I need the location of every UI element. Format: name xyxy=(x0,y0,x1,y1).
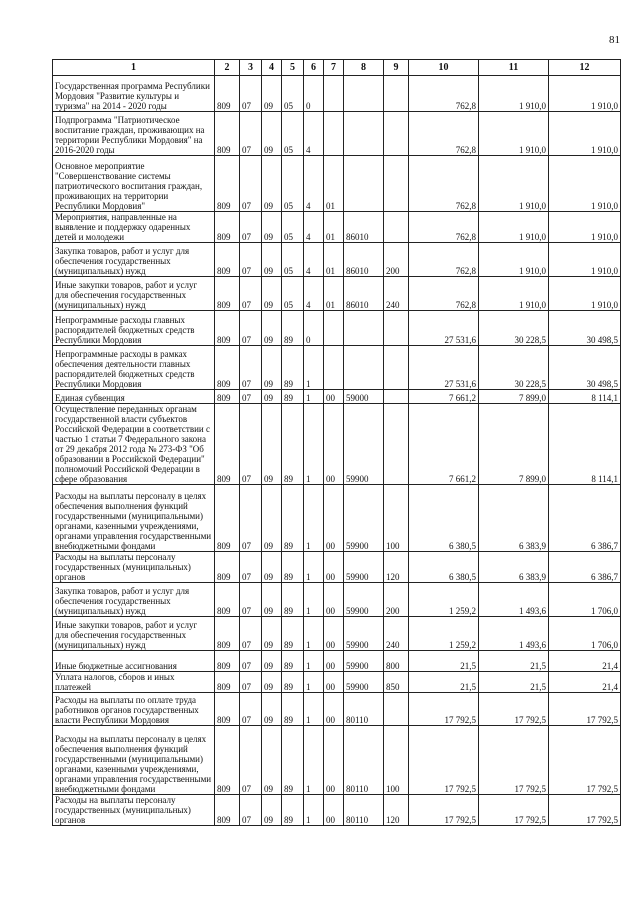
row-value-cell: 09 xyxy=(262,112,282,156)
row-value-cell xyxy=(384,112,409,156)
row-value-cell: 4 xyxy=(304,212,324,243)
row-value-cell: 809 xyxy=(215,243,240,277)
column-header: 6 xyxy=(304,60,324,76)
row-value-cell: 07 xyxy=(240,243,262,277)
table-row xyxy=(53,112,621,156)
row-value-cell: 809 xyxy=(215,346,240,390)
row-value-cell: 05 xyxy=(282,277,304,311)
row-value-cell: 07 xyxy=(240,311,262,346)
row-value-cell: 86010 xyxy=(344,277,384,311)
row-value-cell: 809 xyxy=(215,485,240,552)
row-value-cell: 09 xyxy=(262,404,282,485)
row-value-cell: 240 xyxy=(384,617,409,651)
row-value-cell xyxy=(384,156,409,212)
row-value-cell: 762,8 xyxy=(409,156,479,212)
row-value-cell: 07 xyxy=(240,112,262,156)
row-value-cell: 05 xyxy=(282,112,304,156)
row-value-cell: 89 xyxy=(282,552,304,583)
row-value-cell: 1 910,0 xyxy=(549,112,621,156)
table-row xyxy=(53,693,621,726)
row-value-cell: 6 380,5 xyxy=(409,552,479,583)
row-value-cell: 1 xyxy=(304,552,324,583)
table-row xyxy=(53,726,621,795)
row-value-cell: 07 xyxy=(240,795,262,826)
row-value-cell: 07 xyxy=(240,346,262,390)
row-value-cell: 21,4 xyxy=(549,672,621,693)
row-value-cell: 1 910,0 xyxy=(549,212,621,243)
row-value-cell: 1 xyxy=(304,390,324,404)
column-header: 12 xyxy=(549,60,621,76)
table-row xyxy=(53,390,621,404)
row-value-cell: 1 910,0 xyxy=(479,277,549,311)
row-value-cell xyxy=(384,212,409,243)
row-value-cell xyxy=(344,346,384,390)
row-value-cell xyxy=(344,311,384,346)
table-row xyxy=(53,212,621,243)
row-value-cell: 89 xyxy=(282,795,304,826)
row-value-cell: 6 386,7 xyxy=(549,552,621,583)
row-value-cell xyxy=(384,346,409,390)
row-value-cell: 07 xyxy=(240,404,262,485)
row-value-cell: 809 xyxy=(215,693,240,726)
row-value-cell: 21,4 xyxy=(549,651,621,672)
table-row xyxy=(53,651,621,672)
row-value-cell: 6 386,7 xyxy=(549,485,621,552)
row-value-cell: 4 xyxy=(304,243,324,277)
row-value-cell: 17 792,5 xyxy=(409,726,479,795)
row-value-cell: 05 xyxy=(282,156,304,212)
row-value-cell: 1 910,0 xyxy=(479,212,549,243)
row-name-cell: Иные закупки товаров, работ и услуг для обеспечения государственных (муниципальных) нужд xyxy=(53,617,215,651)
row-value-cell: 809 xyxy=(215,583,240,617)
row-name-cell: Расходы на выплаты персоналу государственных (муниципальных) органов xyxy=(53,552,215,583)
row-value-cell: 1 910,0 xyxy=(479,112,549,156)
row-value-cell: 100 xyxy=(384,726,409,795)
row-value-cell: 00 xyxy=(324,485,344,552)
row-value-cell: 8 114,1 xyxy=(549,390,621,404)
row-value-cell: 17 792,5 xyxy=(549,795,621,826)
row-value-cell: 240 xyxy=(384,277,409,311)
table-row xyxy=(53,485,621,552)
column-header: 3 xyxy=(240,60,262,76)
row-value-cell: 762,8 xyxy=(409,76,479,112)
table-row xyxy=(53,346,621,390)
row-value-cell: 1 910,0 xyxy=(479,243,549,277)
row-value-cell: 1 910,0 xyxy=(549,243,621,277)
row-value-cell: 6 380,5 xyxy=(409,485,479,552)
table-row xyxy=(53,672,621,693)
column-header: 10 xyxy=(409,60,479,76)
row-value-cell: 09 xyxy=(262,485,282,552)
row-value-cell: 21,5 xyxy=(409,651,479,672)
row-value-cell: 809 xyxy=(215,795,240,826)
row-value-cell: 09 xyxy=(262,76,282,112)
row-value-cell: 762,8 xyxy=(409,212,479,243)
row-value-cell: 6 383,9 xyxy=(479,485,549,552)
row-value-cell: 59900 xyxy=(344,404,384,485)
row-value-cell: 809 xyxy=(215,277,240,311)
row-value-cell: 09 xyxy=(262,795,282,826)
row-value-cell: 09 xyxy=(262,693,282,726)
table-row xyxy=(53,76,621,112)
row-value-cell: 21,5 xyxy=(479,672,549,693)
row-value-cell: 27 531,6 xyxy=(409,311,479,346)
table-row xyxy=(53,156,621,212)
row-value-cell xyxy=(384,693,409,726)
row-value-cell: 07 xyxy=(240,156,262,212)
row-value-cell xyxy=(324,112,344,156)
row-value-cell: 809 xyxy=(215,311,240,346)
row-value-cell: 850 xyxy=(384,672,409,693)
row-value-cell: 09 xyxy=(262,552,282,583)
row-value-cell: 1 910,0 xyxy=(479,156,549,212)
row-value-cell: 1 xyxy=(304,672,324,693)
row-value-cell: 1 xyxy=(304,693,324,726)
row-value-cell: 00 xyxy=(324,617,344,651)
row-value-cell: 00 xyxy=(324,390,344,404)
row-value-cell: 1 xyxy=(304,346,324,390)
row-value-cell: 4 xyxy=(304,112,324,156)
row-value-cell: 09 xyxy=(262,212,282,243)
row-name-cell: Основное мероприятие "Совершенствование системы патриотического воспитания граждан, проживающих на территории Республики Мордовия" xyxy=(53,156,215,212)
table-row xyxy=(53,552,621,583)
column-header: 2 xyxy=(215,60,240,76)
row-value-cell: 89 xyxy=(282,693,304,726)
row-value-cell: 89 xyxy=(282,311,304,346)
row-value-cell: 809 xyxy=(215,76,240,112)
row-value-cell xyxy=(324,311,344,346)
row-value-cell: 809 xyxy=(215,672,240,693)
row-value-cell: 17 792,5 xyxy=(479,693,549,726)
row-value-cell: 1 xyxy=(304,485,324,552)
row-value-cell: 00 xyxy=(324,726,344,795)
row-value-cell: 86010 xyxy=(344,212,384,243)
row-value-cell: 17 792,5 xyxy=(409,693,479,726)
row-value-cell: 59900 xyxy=(344,617,384,651)
row-value-cell: 07 xyxy=(240,693,262,726)
row-value-cell: 1 706,0 xyxy=(549,617,621,651)
row-value-cell: 17 792,5 xyxy=(479,795,549,826)
row-value-cell: 09 xyxy=(262,617,282,651)
row-value-cell: 30 228,5 xyxy=(479,311,549,346)
column-header: 1 xyxy=(53,60,215,76)
row-value-cell: 89 xyxy=(282,390,304,404)
row-name-cell: Подпрограмма "Патриотическое воспитание граждан, проживающих на территории Республики Мордовия" на 2016-2020 годы xyxy=(53,112,215,156)
table-row xyxy=(53,583,621,617)
row-value-cell: 1 910,0 xyxy=(549,277,621,311)
row-name-cell: Непрограммные расходы в рамках обеспечения деятельности главных распорядителей бюджетных средств Республики Мордовия xyxy=(53,346,215,390)
row-value-cell: 30 498,5 xyxy=(549,346,621,390)
row-value-cell: 01 xyxy=(324,156,344,212)
row-value-cell: 7 899,0 xyxy=(479,390,549,404)
row-value-cell: 01 xyxy=(324,277,344,311)
row-value-cell: 07 xyxy=(240,726,262,795)
row-value-cell: 09 xyxy=(262,583,282,617)
row-name-cell: Расходы на выплаты персоналу государственных (муниципальных) органов xyxy=(53,795,215,826)
row-value-cell: 7 899,0 xyxy=(479,404,549,485)
row-value-cell: 89 xyxy=(282,672,304,693)
row-value-cell: 809 xyxy=(215,651,240,672)
row-value-cell: 4 xyxy=(304,156,324,212)
row-value-cell: 17 792,5 xyxy=(549,726,621,795)
row-name-cell: Закупка товаров, работ и услуг для обеспечения государственных (муниципальных) нужд xyxy=(53,243,215,277)
row-value-cell: 59900 xyxy=(344,485,384,552)
row-value-cell: 17 792,5 xyxy=(549,693,621,726)
row-name-cell: Закупка товаров, работ и услуг для обеспечения государственных (муниципальных) нужд xyxy=(53,583,215,617)
row-value-cell: 809 xyxy=(215,552,240,583)
row-value-cell: 00 xyxy=(324,693,344,726)
row-name-cell: Единая субвенция xyxy=(53,390,215,404)
row-value-cell: 17 792,5 xyxy=(479,726,549,795)
row-value-cell: 1 493,6 xyxy=(479,583,549,617)
row-value-cell: 809 xyxy=(215,212,240,243)
row-name-cell: Расходы на выплаты персоналу в целях обеспечения выполнения функций государственными (муниципальными) органами, казенными учреждениями, органами управления государственными внебюджетными фондами xyxy=(53,485,215,552)
row-value-cell: 86010 xyxy=(344,243,384,277)
row-value-cell: 00 xyxy=(324,552,344,583)
row-value-cell: 09 xyxy=(262,651,282,672)
row-value-cell: 09 xyxy=(262,346,282,390)
row-name-cell: Мероприятия, направленные на выявление и поддержку одаренных детей и молодежи xyxy=(53,212,215,243)
row-value-cell: 1 910,0 xyxy=(549,76,621,112)
row-value-cell xyxy=(384,76,409,112)
row-value-cell: 1 493,6 xyxy=(479,617,549,651)
row-value-cell: 200 xyxy=(384,243,409,277)
row-value-cell: 09 xyxy=(262,311,282,346)
table-row xyxy=(53,617,621,651)
table-body xyxy=(53,76,621,826)
row-value-cell: 89 xyxy=(282,404,304,485)
row-value-cell: 1 910,0 xyxy=(479,76,549,112)
page-number: 81 xyxy=(609,34,620,46)
row-value-cell: 1 xyxy=(304,795,324,826)
row-value-cell: 809 xyxy=(215,617,240,651)
row-value-cell: 0 xyxy=(304,311,324,346)
row-name-cell: Осуществление переданных органам государственной власти субъектов Российской Федерации в соответствии с частью 1 статьи 7 Федерального закона от 29 декабря 2012 года № 273-ФЗ "Об образовании в Российской Федерации" полномочий Российской Федерации в сфере образования xyxy=(53,404,215,485)
row-value-cell: 7 661,2 xyxy=(409,404,479,485)
row-value-cell: 00 xyxy=(324,404,344,485)
row-value-cell: 00 xyxy=(324,795,344,826)
row-name-cell: Расходы на выплаты по оплате труда работников органов государственных власти Республики Мордовия xyxy=(53,693,215,726)
row-value-cell: 809 xyxy=(215,112,240,156)
row-value-cell: 800 xyxy=(384,651,409,672)
table-row xyxy=(53,404,621,485)
column-header: 7 xyxy=(324,60,344,76)
column-header: 9 xyxy=(384,60,409,76)
row-value-cell: 07 xyxy=(240,617,262,651)
row-value-cell: 89 xyxy=(282,583,304,617)
row-name-cell: Иные закупки товаров, работ и услуг для обеспечения государственных (муниципальных) нужд xyxy=(53,277,215,311)
row-value-cell: 17 792,5 xyxy=(409,795,479,826)
row-value-cell: 00 xyxy=(324,651,344,672)
row-value-cell xyxy=(324,346,344,390)
budget-table xyxy=(52,59,621,826)
row-value-cell: 89 xyxy=(282,651,304,672)
table-row xyxy=(53,277,621,311)
row-value-cell: 59900 xyxy=(344,583,384,617)
row-value-cell: 01 xyxy=(324,212,344,243)
row-value-cell: 80110 xyxy=(344,693,384,726)
row-value-cell: 59900 xyxy=(344,672,384,693)
row-value-cell: 30 228,5 xyxy=(479,346,549,390)
row-value-cell: 21,5 xyxy=(479,651,549,672)
row-name-cell: Непрограммные расходы главных распорядителей бюджетных средств Республики Мордовия xyxy=(53,311,215,346)
row-value-cell: 07 xyxy=(240,76,262,112)
row-value-cell: 05 xyxy=(282,243,304,277)
row-value-cell xyxy=(344,156,384,212)
row-value-cell: 07 xyxy=(240,212,262,243)
row-value-cell: 80110 xyxy=(344,726,384,795)
row-value-cell xyxy=(344,76,384,112)
row-value-cell: 1 xyxy=(304,651,324,672)
row-value-cell: 00 xyxy=(324,672,344,693)
row-value-cell: 07 xyxy=(240,583,262,617)
column-header: 11 xyxy=(479,60,549,76)
row-value-cell: 809 xyxy=(215,390,240,404)
table-row xyxy=(53,311,621,346)
row-value-cell: 89 xyxy=(282,485,304,552)
row-value-cell: 59000 xyxy=(344,390,384,404)
row-value-cell: 89 xyxy=(282,617,304,651)
row-value-cell: 809 xyxy=(215,726,240,795)
row-value-cell: 05 xyxy=(282,212,304,243)
table-row xyxy=(53,795,621,826)
row-value-cell: 0 xyxy=(304,76,324,112)
row-name-cell: Государственная программа Республики Мордовия "Развитие культуры и туризма" на 2014 - 2020 годы xyxy=(53,76,215,112)
row-value-cell xyxy=(384,311,409,346)
row-value-cell: 09 xyxy=(262,156,282,212)
column-header: 5 xyxy=(282,60,304,76)
row-value-cell: 8 114,1 xyxy=(549,404,621,485)
row-value-cell: 21,5 xyxy=(409,672,479,693)
row-value-cell xyxy=(324,76,344,112)
row-name-cell: Расходы на выплаты персоналу в целях обеспечения выполнения функций государственными (муниципальными) органами, казенными учреждениями, органами управления государственными внебюджетными фондами xyxy=(53,726,215,795)
row-value-cell: 1 259,2 xyxy=(409,617,479,651)
row-name-cell: Уплата налогов, сборов и иных платежей xyxy=(53,672,215,693)
row-value-cell: 09 xyxy=(262,277,282,311)
row-value-cell: 7 661,2 xyxy=(409,390,479,404)
column-header: 8 xyxy=(344,60,384,76)
row-value-cell: 07 xyxy=(240,390,262,404)
row-value-cell: 1 910,0 xyxy=(549,156,621,212)
row-value-cell: 1 xyxy=(304,404,324,485)
row-value-cell: 07 xyxy=(240,277,262,311)
row-value-cell: 09 xyxy=(262,672,282,693)
row-value-cell: 27 531,6 xyxy=(409,346,479,390)
row-value-cell: 120 xyxy=(384,795,409,826)
row-value-cell: 05 xyxy=(282,76,304,112)
row-value-cell: 762,8 xyxy=(409,277,479,311)
row-name-cell: Иные бюджетные ассигнования xyxy=(53,651,215,672)
row-value-cell: 30 498,5 xyxy=(549,311,621,346)
row-value-cell xyxy=(384,390,409,404)
row-value-cell: 59900 xyxy=(344,651,384,672)
row-value-cell: 89 xyxy=(282,346,304,390)
row-value-cell: 89 xyxy=(282,726,304,795)
row-value-cell: 1 259,2 xyxy=(409,583,479,617)
row-value-cell: 762,8 xyxy=(409,112,479,156)
table-header-row xyxy=(53,60,621,76)
row-value-cell: 59900 xyxy=(344,552,384,583)
row-value-cell: 120 xyxy=(384,552,409,583)
row-value-cell: 762,8 xyxy=(409,243,479,277)
row-value-cell: 809 xyxy=(215,156,240,212)
row-value-cell: 07 xyxy=(240,485,262,552)
row-value-cell: 1 xyxy=(304,583,324,617)
row-value-cell: 80110 xyxy=(344,795,384,826)
row-value-cell: 1 xyxy=(304,617,324,651)
row-value-cell: 00 xyxy=(324,583,344,617)
table-row xyxy=(53,243,621,277)
row-value-cell: 809 xyxy=(215,404,240,485)
column-header: 4 xyxy=(262,60,282,76)
row-value-cell: 07 xyxy=(240,672,262,693)
row-value-cell: 07 xyxy=(240,651,262,672)
row-value-cell: 200 xyxy=(384,583,409,617)
row-value-cell: 07 xyxy=(240,552,262,583)
row-value-cell: 4 xyxy=(304,277,324,311)
row-value-cell: 09 xyxy=(262,243,282,277)
row-value-cell: 09 xyxy=(262,390,282,404)
row-value-cell: 100 xyxy=(384,485,409,552)
row-value-cell xyxy=(344,112,384,156)
row-value-cell: 01 xyxy=(324,243,344,277)
row-value-cell: 1 xyxy=(304,726,324,795)
row-value-cell: 6 383,9 xyxy=(479,552,549,583)
row-value-cell: 09 xyxy=(262,726,282,795)
row-value-cell xyxy=(384,404,409,485)
row-value-cell: 1 706,0 xyxy=(549,583,621,617)
